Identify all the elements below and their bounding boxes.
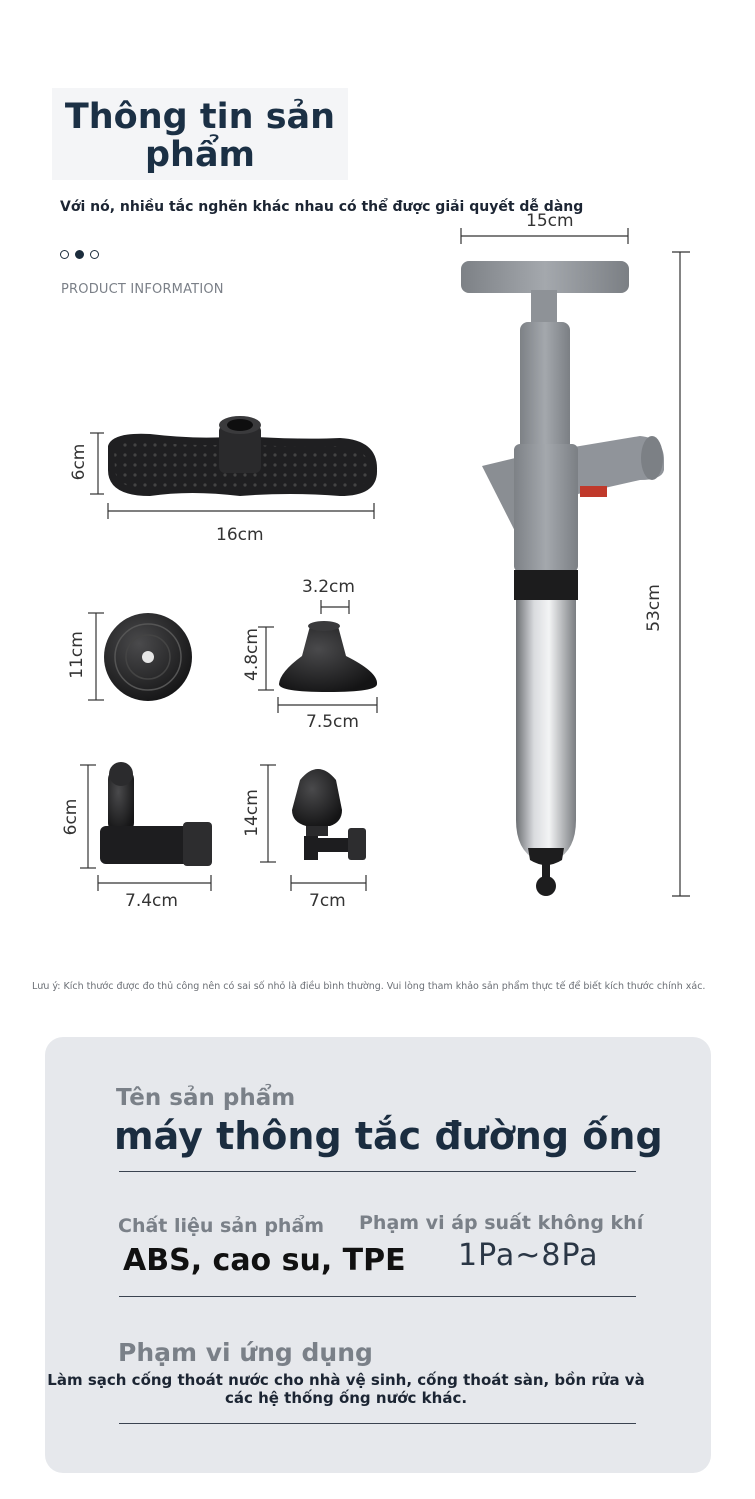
pressure-value: 1Pa~8Pa <box>458 1238 599 1273</box>
dim-nozzle-width: 7cm <box>309 891 346 911</box>
page-subtitle: Với nó, nhiều tắc nghẽn khác nhau có thể được giải quyết dễ dàng <box>60 199 584 215</box>
dim-cone-top: 3.2cm <box>302 577 355 597</box>
dim-nozzle-height: 14cm <box>242 789 262 837</box>
divider-2 <box>119 1296 636 1297</box>
page-title: Thông tin sản phẩm <box>64 97 336 175</box>
dim-elbow-width: 7.4cm <box>125 891 178 911</box>
dim-round-head: 11cm <box>67 631 87 679</box>
usage-label: Phạm vi ứng dụng <box>118 1338 373 1367</box>
dim-pad-width: 16cm <box>216 525 264 545</box>
divider-1 <box>119 1171 636 1172</box>
product-name-value: máy thông tắc đường ống <box>114 1114 663 1158</box>
dim-cone-height: 4.8cm <box>242 628 262 681</box>
dim-handle-width: 15cm <box>526 211 574 231</box>
material-value: ABS, cao su, TPE <box>123 1243 406 1278</box>
dim-elbow-height: 6cm <box>61 798 81 836</box>
product-name-label: Tên sản phẩm <box>116 1085 296 1111</box>
section-eyebrow: PRODUCT INFORMATION <box>61 282 224 297</box>
material-label: Chất liệu sản phẩm <box>118 1215 325 1237</box>
dim-cone-width: 7.5cm <box>306 712 359 732</box>
dim-pad-height: 6cm <box>69 443 89 481</box>
dim-total-height: 53cm <box>644 584 664 632</box>
measurement-note: Lưu ý: Kích thước được đo thủ công nên có sai số nhỏ là điều bình thường. Vui lòng tham khảo sản phẩm thực tế để biết kích thước chính xác. <box>32 981 706 992</box>
usage-value: Làm sạch cống thoát nước cho nhà vệ sinh, cống thoát sàn, bồn rửa và các hệ thống ống nước khác. <box>47 1371 645 1407</box>
pressure-label: Phạm vi áp suất không khí <box>359 1212 644 1234</box>
divider-3 <box>119 1423 636 1424</box>
